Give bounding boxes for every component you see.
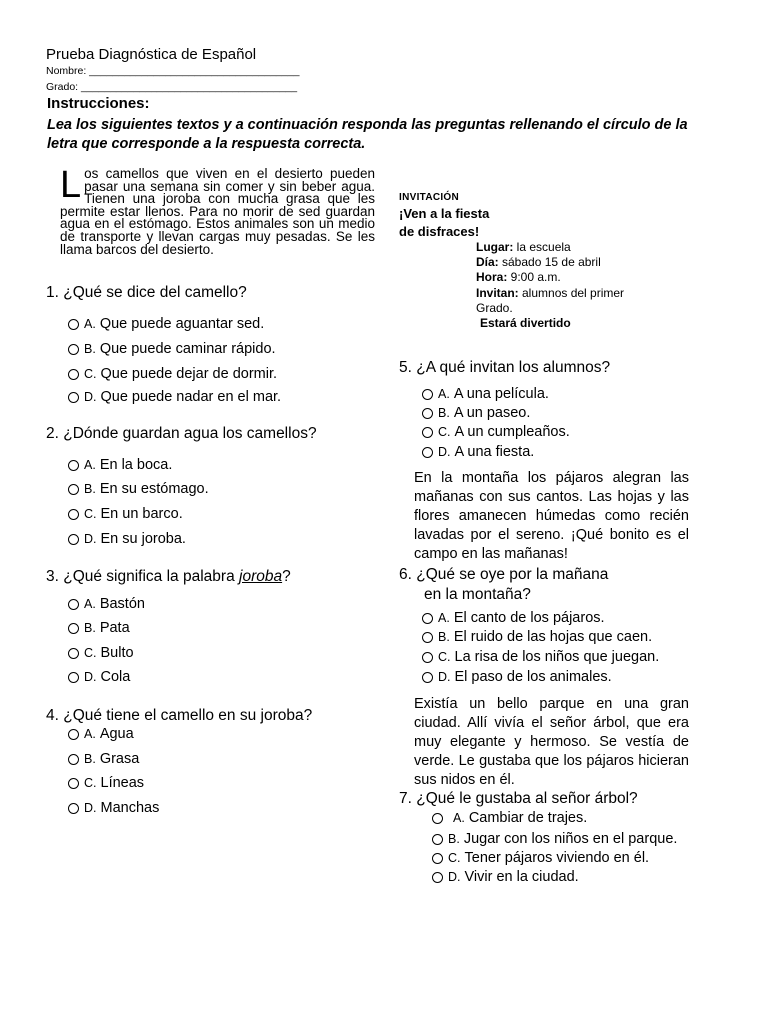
radio-circle-icon[interactable] bbox=[68, 778, 79, 789]
question-7: 7. ¿Qué le gustaba al señor árbol? bbox=[399, 790, 638, 807]
q4-option-c[interactable]: C. Líneas bbox=[68, 775, 144, 791]
radio-circle-icon[interactable] bbox=[432, 872, 443, 883]
q7-option-c[interactable]: C. Tener pájaros viviendo en él. bbox=[432, 850, 649, 866]
radio-circle-icon[interactable] bbox=[422, 613, 433, 624]
q5-option-a[interactable]: A. A una película. bbox=[422, 386, 549, 402]
q5-option-b[interactable]: B. A un paseo. bbox=[422, 405, 530, 421]
underlined-word: joroba bbox=[239, 568, 283, 585]
radio-circle-icon[interactable] bbox=[68, 344, 79, 355]
q1-option-b[interactable]: B. Que puede caminar rápido. bbox=[68, 341, 276, 357]
q2-option-d[interactable]: D. En su joroba. bbox=[68, 531, 186, 547]
q3-option-a[interactable]: A. Bastón bbox=[68, 596, 145, 612]
radio-circle-icon[interactable] bbox=[68, 509, 79, 520]
invitation-day: Día: sábado 15 de abril bbox=[476, 255, 601, 270]
invitation-closing: Estará divertido bbox=[480, 316, 571, 331]
invitation-title: ¡Ven a la fiesta de disfraces! bbox=[399, 206, 490, 239]
radio-circle-icon[interactable] bbox=[422, 672, 433, 683]
question-4: 4. ¿Qué tiene el camello en su joroba? bbox=[46, 707, 313, 724]
q7-option-a[interactable]: A. Cambiar de trajes. bbox=[432, 810, 587, 826]
question-3: 3. ¿Qué significa la palabra joroba? bbox=[46, 568, 291, 585]
radio-circle-icon[interactable] bbox=[68, 369, 79, 380]
radio-circle-icon[interactable] bbox=[68, 672, 79, 683]
question-6: 6. ¿Qué se oye por la mañana en la montaña? bbox=[399, 566, 609, 603]
radio-circle-icon[interactable] bbox=[68, 648, 79, 659]
radio-circle-icon[interactable] bbox=[432, 834, 443, 845]
radio-circle-icon[interactable] bbox=[68, 599, 79, 610]
q4-option-a[interactable]: A. Agua bbox=[68, 726, 134, 742]
name-field-line: Nombre: ____________________________________ bbox=[46, 65, 300, 77]
invitation-time: Hora: 9:00 a.m. bbox=[476, 270, 561, 285]
radio-circle-icon[interactable] bbox=[68, 754, 79, 765]
invitation-label: INVITACIÓN bbox=[399, 192, 460, 203]
radio-circle-icon[interactable] bbox=[68, 803, 79, 814]
q2-option-c[interactable]: C. En un barco. bbox=[68, 506, 183, 522]
question-2: 2. ¿Dónde guardan agua los camellos? bbox=[46, 425, 317, 442]
invitation-details bbox=[476, 240, 636, 331]
invitation-hosts: Invitan: alumnos del primer Grado. bbox=[476, 285, 625, 315]
radio-circle-icon[interactable] bbox=[68, 319, 79, 330]
radio-circle-icon[interactable] bbox=[422, 389, 433, 400]
radio-circle-icon[interactable] bbox=[68, 623, 79, 634]
radio-circle-icon[interactable] bbox=[68, 534, 79, 545]
q3-option-d[interactable]: D. Cola bbox=[68, 669, 130, 685]
q2-option-a[interactable]: A. En la boca. bbox=[68, 457, 172, 473]
q3-option-b[interactable]: B. Pata bbox=[68, 620, 130, 636]
radio-circle-icon[interactable] bbox=[422, 427, 433, 438]
radio-circle-icon[interactable] bbox=[68, 729, 79, 740]
q6-option-b[interactable]: B. El ruido de las hojas que caen. bbox=[422, 629, 652, 645]
radio-circle-icon[interactable] bbox=[432, 813, 443, 824]
radio-circle-icon[interactable] bbox=[422, 652, 433, 663]
q1-option-a[interactable]: A. Que puede aguantar sed. bbox=[68, 316, 264, 332]
q7-option-b[interactable]: B. Jugar con los niños en el parque. bbox=[432, 831, 677, 847]
q6-option-d[interactable]: D. El paso de los animales. bbox=[422, 669, 612, 685]
instructions-heading: Instrucciones: bbox=[47, 95, 150, 112]
park-passage: Existía un bello parque en una gran ciudad. Allí vivía el señor árbol, que era muy elegante y hermoso. Se vestía de verde. Le gustaba que los pájaros hicieran sus nidos en él. bbox=[414, 696, 689, 788]
grade-field-line: Grado: _____________________________________ bbox=[46, 81, 298, 93]
drop-cap-letter: L bbox=[60, 164, 82, 206]
q4-option-b[interactable]: B. Grasa bbox=[68, 751, 139, 767]
camel-passage bbox=[60, 164, 375, 257]
radio-circle-icon[interactable] bbox=[68, 460, 79, 471]
instructions-text: Lea los siguientes textos y a continuación responda las preguntas rellenando el círculo de la letra que corresponde a la respuesta correcta. bbox=[47, 117, 688, 152]
question-5: 5. ¿A qué invitan los alumnos? bbox=[399, 359, 611, 376]
radio-circle-icon[interactable] bbox=[68, 392, 79, 403]
radio-circle-icon[interactable] bbox=[68, 484, 79, 495]
q5-option-d[interactable]: D. A una fiesta. bbox=[422, 444, 534, 460]
q5-option-c[interactable]: C. A un cumpleaños. bbox=[422, 424, 570, 440]
q7-option-d[interactable]: D. Vivir en la ciudad. bbox=[432, 869, 579, 885]
camel-passage-body: os camellos que viven en el desierto pueden pasar una semana sin comer y sin beber agua. Tienen una joroba con mucha grasa que les permite estar llenos. Para no morir de sed guardan agua en el estómago. Estos animales son un medio de transporte y llevan cargas muy pesadas. Se les llama barcos del desierto. bbox=[60, 166, 375, 257]
q4-option-d[interactable]: D. Manchas bbox=[68, 800, 159, 816]
question-1: 1. ¿Qué se dice del camello? bbox=[46, 284, 247, 301]
radio-circle-icon[interactable] bbox=[422, 632, 433, 643]
q3-option-c[interactable]: C. Bulto bbox=[68, 645, 134, 661]
radio-circle-icon[interactable] bbox=[432, 853, 443, 864]
q6-option-c[interactable]: C. La risa de los niños que juegan. bbox=[422, 649, 659, 665]
q6-option-a[interactable]: A. El canto de los pájaros. bbox=[422, 610, 605, 626]
q1-option-d[interactable]: D. Que puede nadar en el mar. bbox=[68, 389, 281, 405]
page-title: Prueba Diagnóstica de Español bbox=[46, 46, 257, 63]
radio-circle-icon[interactable] bbox=[422, 447, 433, 458]
invitation-place: Lugar: la escuela bbox=[476, 240, 571, 254]
q2-option-b[interactable]: B. En su estómago. bbox=[68, 481, 209, 497]
q1-option-c[interactable]: C. Que puede dejar de dormir. bbox=[68, 366, 277, 382]
mountain-passage: En la montaña los pájaros alegran las mañanas con sus cantos. Las hojas y las flores amanecen húmedas como recién lavadas por el sereno. ¡Qué bonito es el campo en las mañanas! bbox=[414, 470, 689, 562]
radio-circle-icon[interactable] bbox=[422, 408, 433, 419]
